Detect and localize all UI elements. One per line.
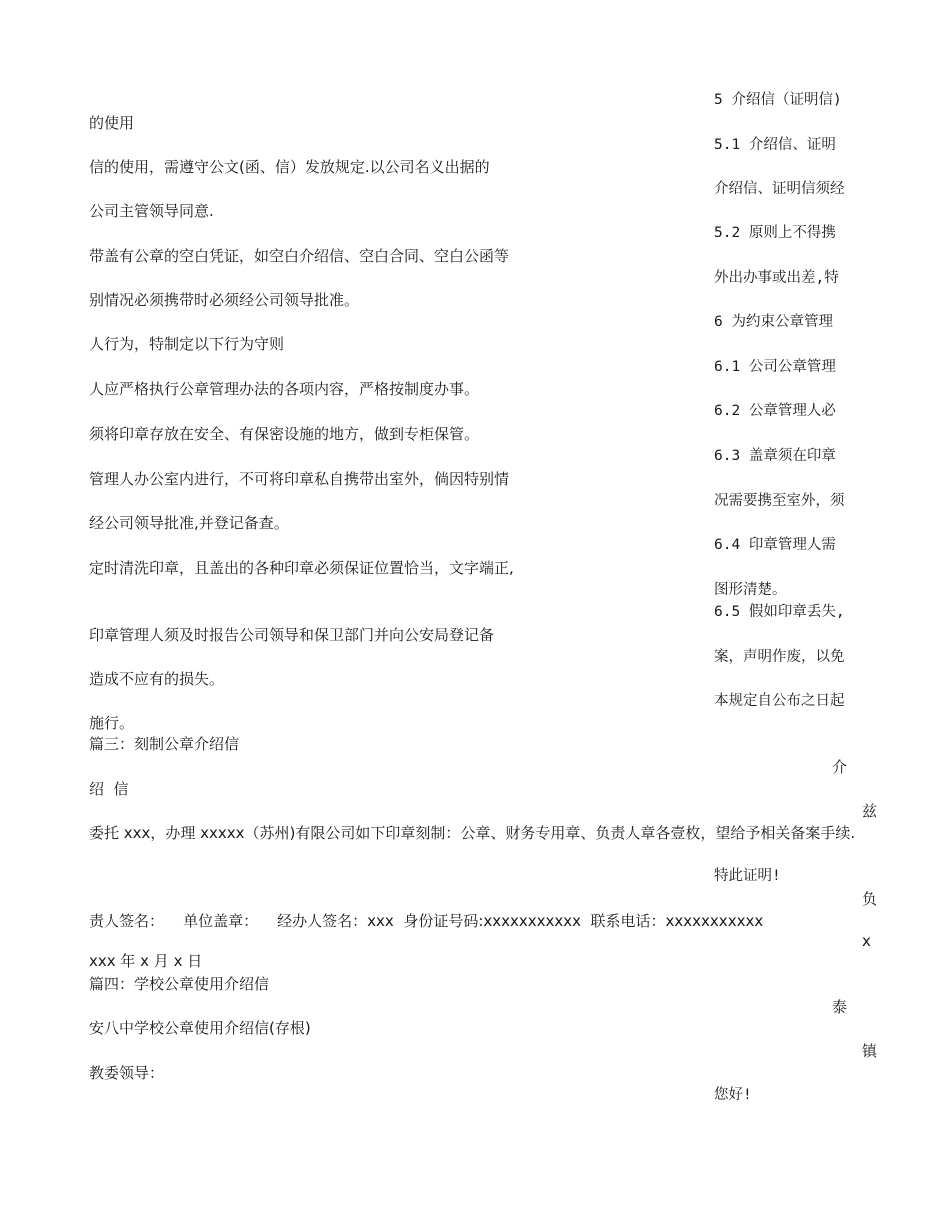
vertical-char-5: 泰	[832, 998, 848, 1016]
left-line-10: 经公司领导批准,并登记备查。	[89, 514, 289, 532]
right-line-13: 6.5 假如印章丢失,	[714, 604, 845, 620]
left-line-5: 别情况必须携带时必须经公司领导批准。	[89, 291, 360, 309]
certification-text: 特此证明!	[714, 868, 781, 884]
left-line-12: 印章管理人须及时报告公司领导和保卫部门并向公安局登记备	[89, 626, 495, 644]
right-line-1: 5 介绍信（证明信)	[714, 92, 842, 108]
vertical-char-2: 兹	[862, 802, 878, 820]
right-line-2: 5.1 介绍信、证明	[714, 137, 836, 153]
right-line-9: 6.3 盖章须在印章	[714, 448, 836, 464]
right-line-14: 案，声明作废，以免	[714, 649, 845, 665]
left-line-14: 施行。	[89, 714, 135, 732]
left-line-4: 带盖有公章的空白凭证，如空白介绍信、空白合同、空白公函等	[89, 247, 510, 265]
right-line-12: 图形清楚。	[714, 582, 787, 598]
right-line-7: 6.1 公司公章管理	[714, 359, 836, 375]
right-line-11: 6.4 印章管理人需	[714, 537, 836, 553]
signature-line: 责人签名： 单位盖章： 经办人签名：xxx 身份证号码:xxxxxxxxxxx 联系电话：xxxxxxxxxxx	[89, 912, 764, 930]
left-line-9: 管理人办公室内进行，不可将印章私自携带出室外，倘因特别情	[89, 470, 510, 488]
section-heading-3: 篇三：刻制公章介绍信	[89, 735, 240, 753]
letter-date: xxx 年 x 月 x 日	[89, 952, 203, 970]
right-line-8: 6.2 公章管理人必	[714, 403, 836, 419]
left-line-13: 造成不应有的损失。	[89, 670, 225, 688]
vertical-char-6: 镇	[862, 1042, 878, 1060]
stub-title: 安八中学校公章使用介绍信(存根)	[89, 1019, 311, 1037]
vertical-char-3: 负	[862, 890, 878, 908]
left-line-6: 人行为，特制定以下行为守则	[89, 335, 285, 353]
left-line-3: 公司主管领导同意.	[89, 202, 214, 220]
left-line-2: 信的使用，需遵守公文(函、信）发放规定.以公司名义出据的	[89, 158, 490, 176]
right-line-5: 外出办事或出差,特	[714, 270, 839, 286]
greeting-text: 您好!	[714, 1087, 752, 1103]
salutation: 教委领导：	[89, 1064, 165, 1082]
left-line-11: 定时清洗印章，且盖出的各种印章必须保证位置恰当，文字端正,	[89, 559, 514, 577]
right-line-3: 介绍信、证明信须经	[714, 181, 845, 197]
right-line-10: 况需要携至室外，须	[714, 493, 845, 509]
vertical-char-4: x	[862, 932, 871, 950]
right-line-6: 6 为约束公章管理	[714, 314, 833, 330]
letter-title: 绍 信	[89, 780, 129, 798]
left-line-7: 人应严格执行公章管理办法的各项内容，严格按制度办事。	[89, 380, 480, 398]
section-heading-4: 篇四：学校公章使用介绍信	[89, 975, 270, 993]
left-line-8: 须将印章存放在安全、有保密设施的地方，做到专柜保管。	[89, 425, 480, 443]
left-line-1: 的使用	[89, 114, 135, 132]
letter-body: 委托 xxx，办理 xxxxx（苏州)有限公司如下印章刻制：公章、财务专用章、负责人章各壹枚，望给予相关备案手续.	[89, 824, 856, 842]
right-line-15: 本规定自公布之日起	[714, 693, 845, 709]
right-line-4: 5.2 原则上不得携	[714, 225, 836, 241]
vertical-char-1: 介	[832, 758, 848, 776]
